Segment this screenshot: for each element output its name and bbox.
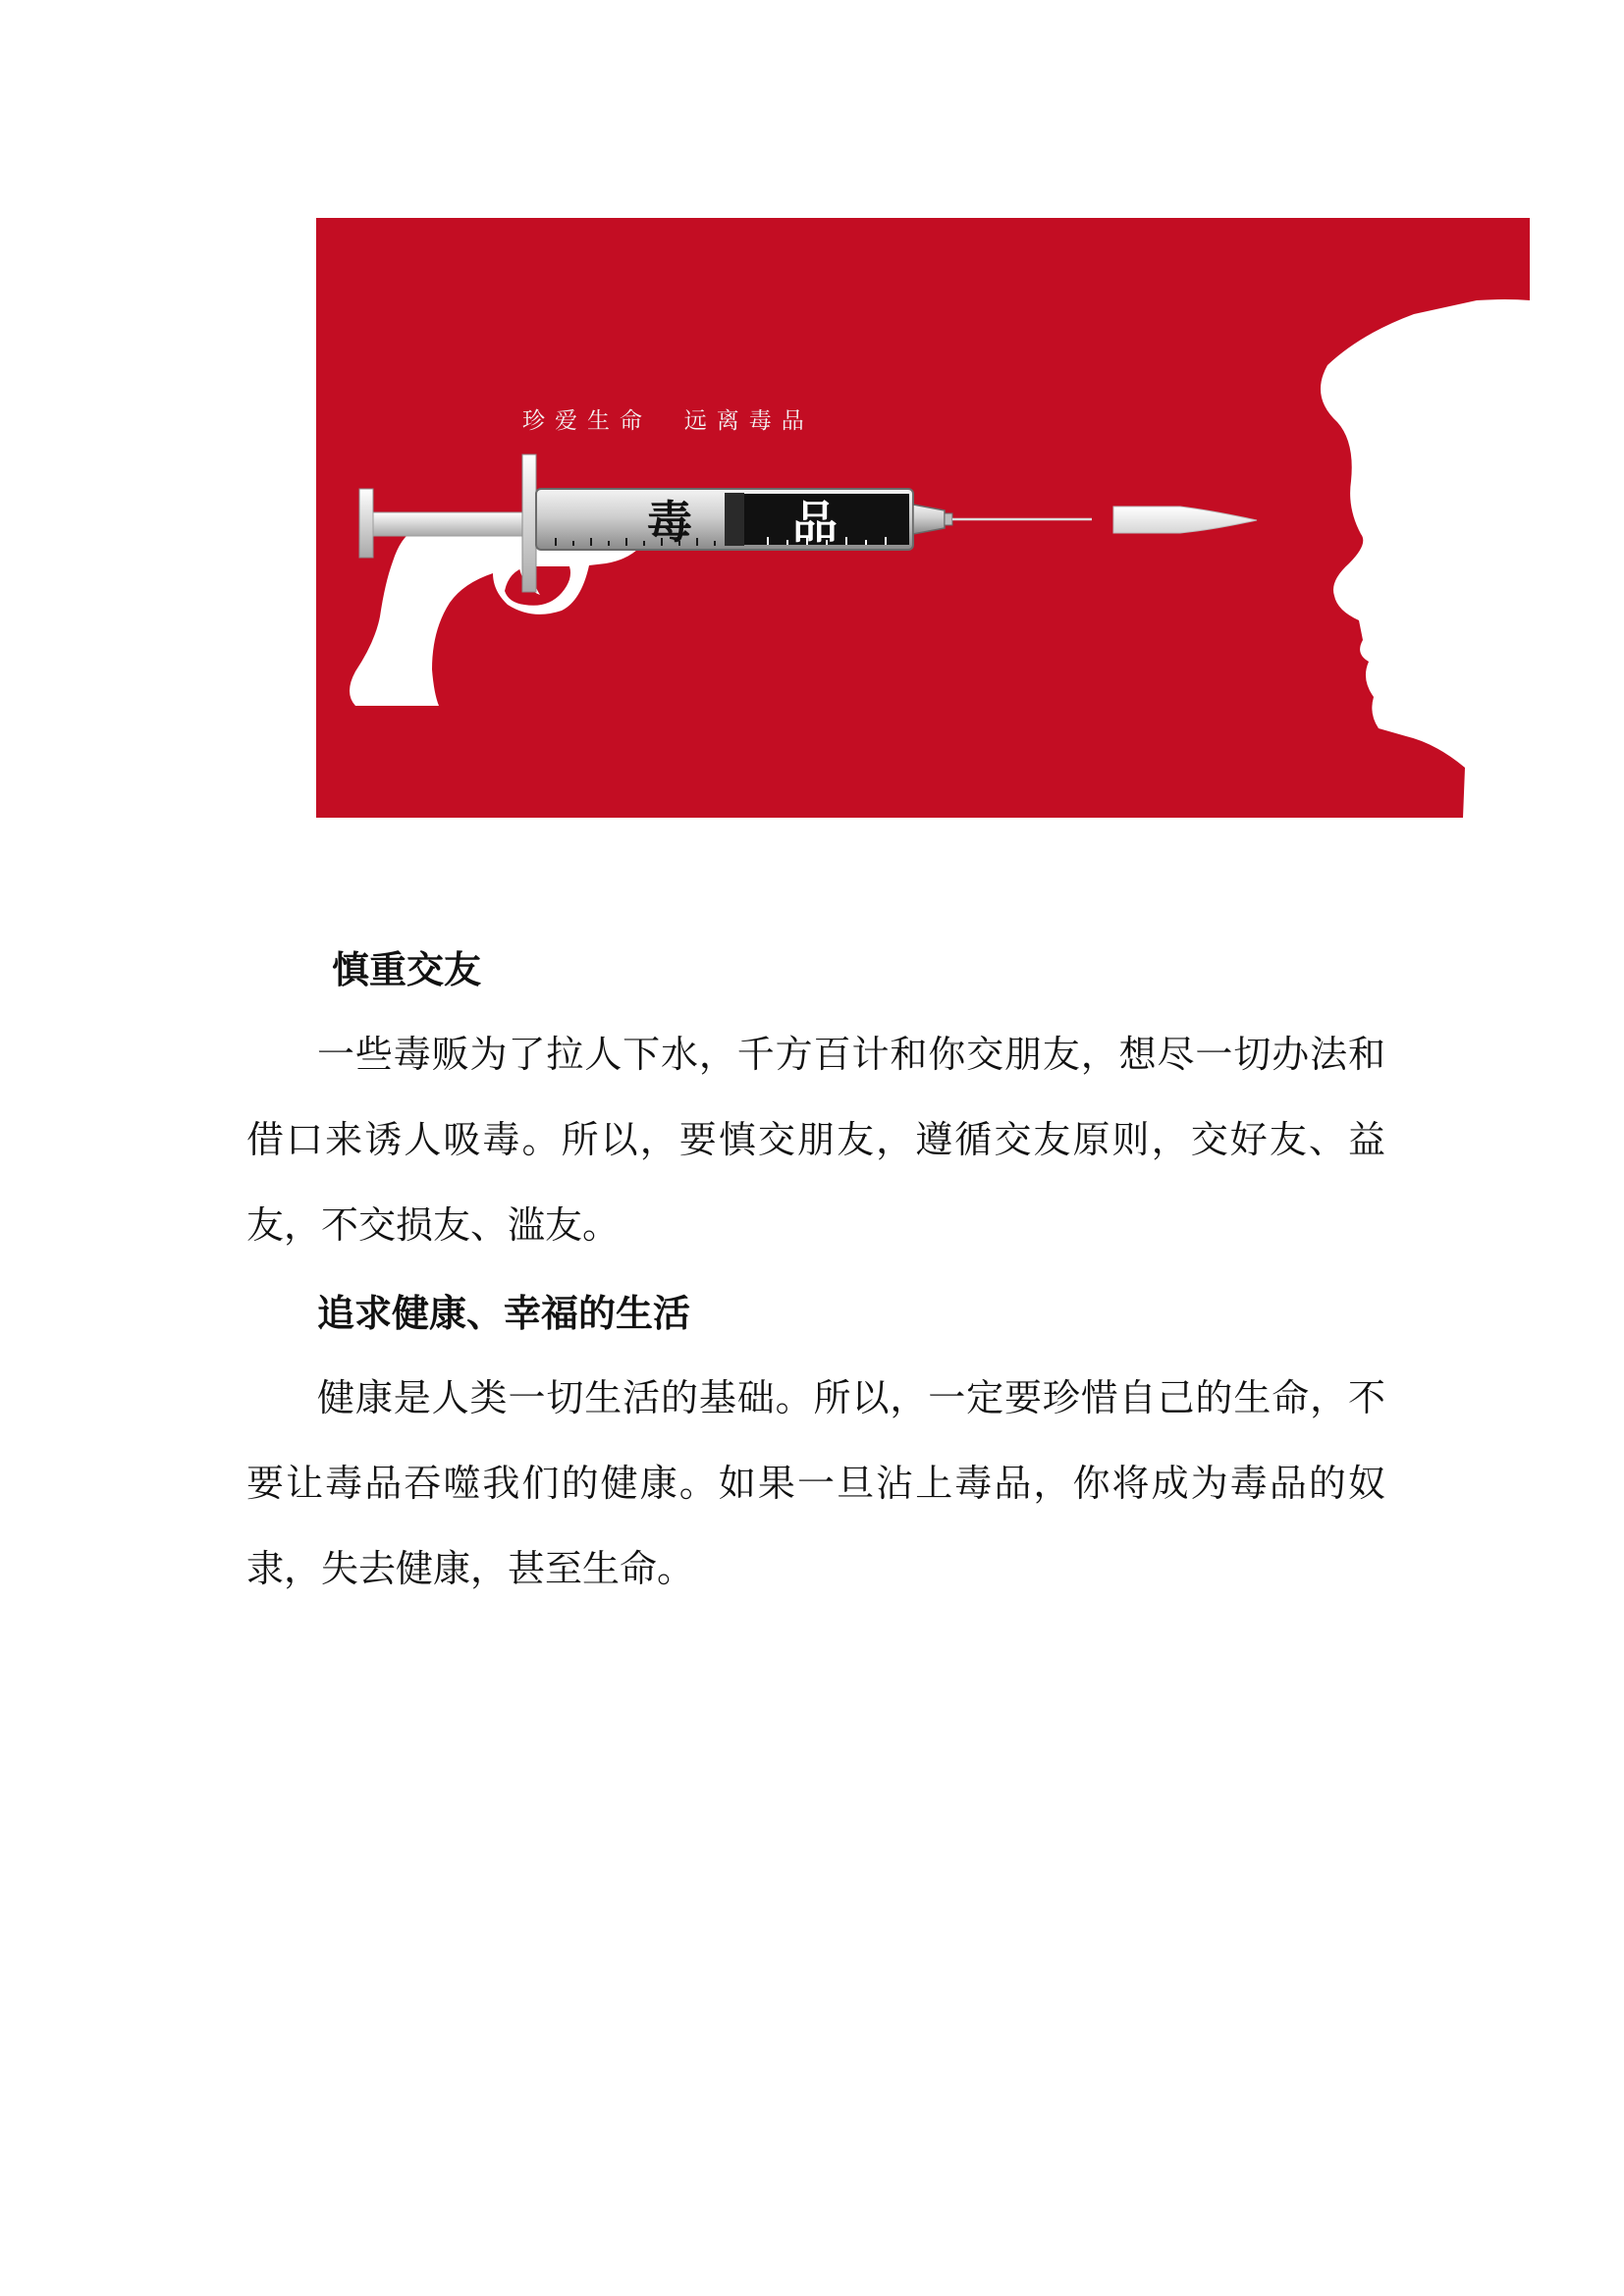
syringe-label-du: 毒 (647, 496, 692, 549)
section-body-careful-friends: 一些毒贩为了拉人下水，千方百计和你交朋友，想尽一切办法和借口来诱人吸毒。所以，要慎交朋友，遵循交友原则，交好友、益友，不交损友、滥友。 (246, 1033, 1385, 1247)
anti-drug-poster (316, 218, 1530, 818)
section-heading-healthy-life: 追求健康、幸福的生活 (317, 1292, 691, 1335)
syringe-label-pin: 品 (792, 496, 838, 549)
section-heading-careful-friends: 慎重交友 (332, 948, 482, 991)
section-body-healthy-life: 健康是人类一切生活的基础。所以，一定要珍惜自己的生命，不要让毒品吞噬我们的健康。如果一旦沾上毒品，你将成为毒品的奴隶，失去健康，甚至生命。 (246, 1376, 1385, 1590)
poster-slogan: 珍爱生命 远离毒品 (522, 407, 814, 433)
